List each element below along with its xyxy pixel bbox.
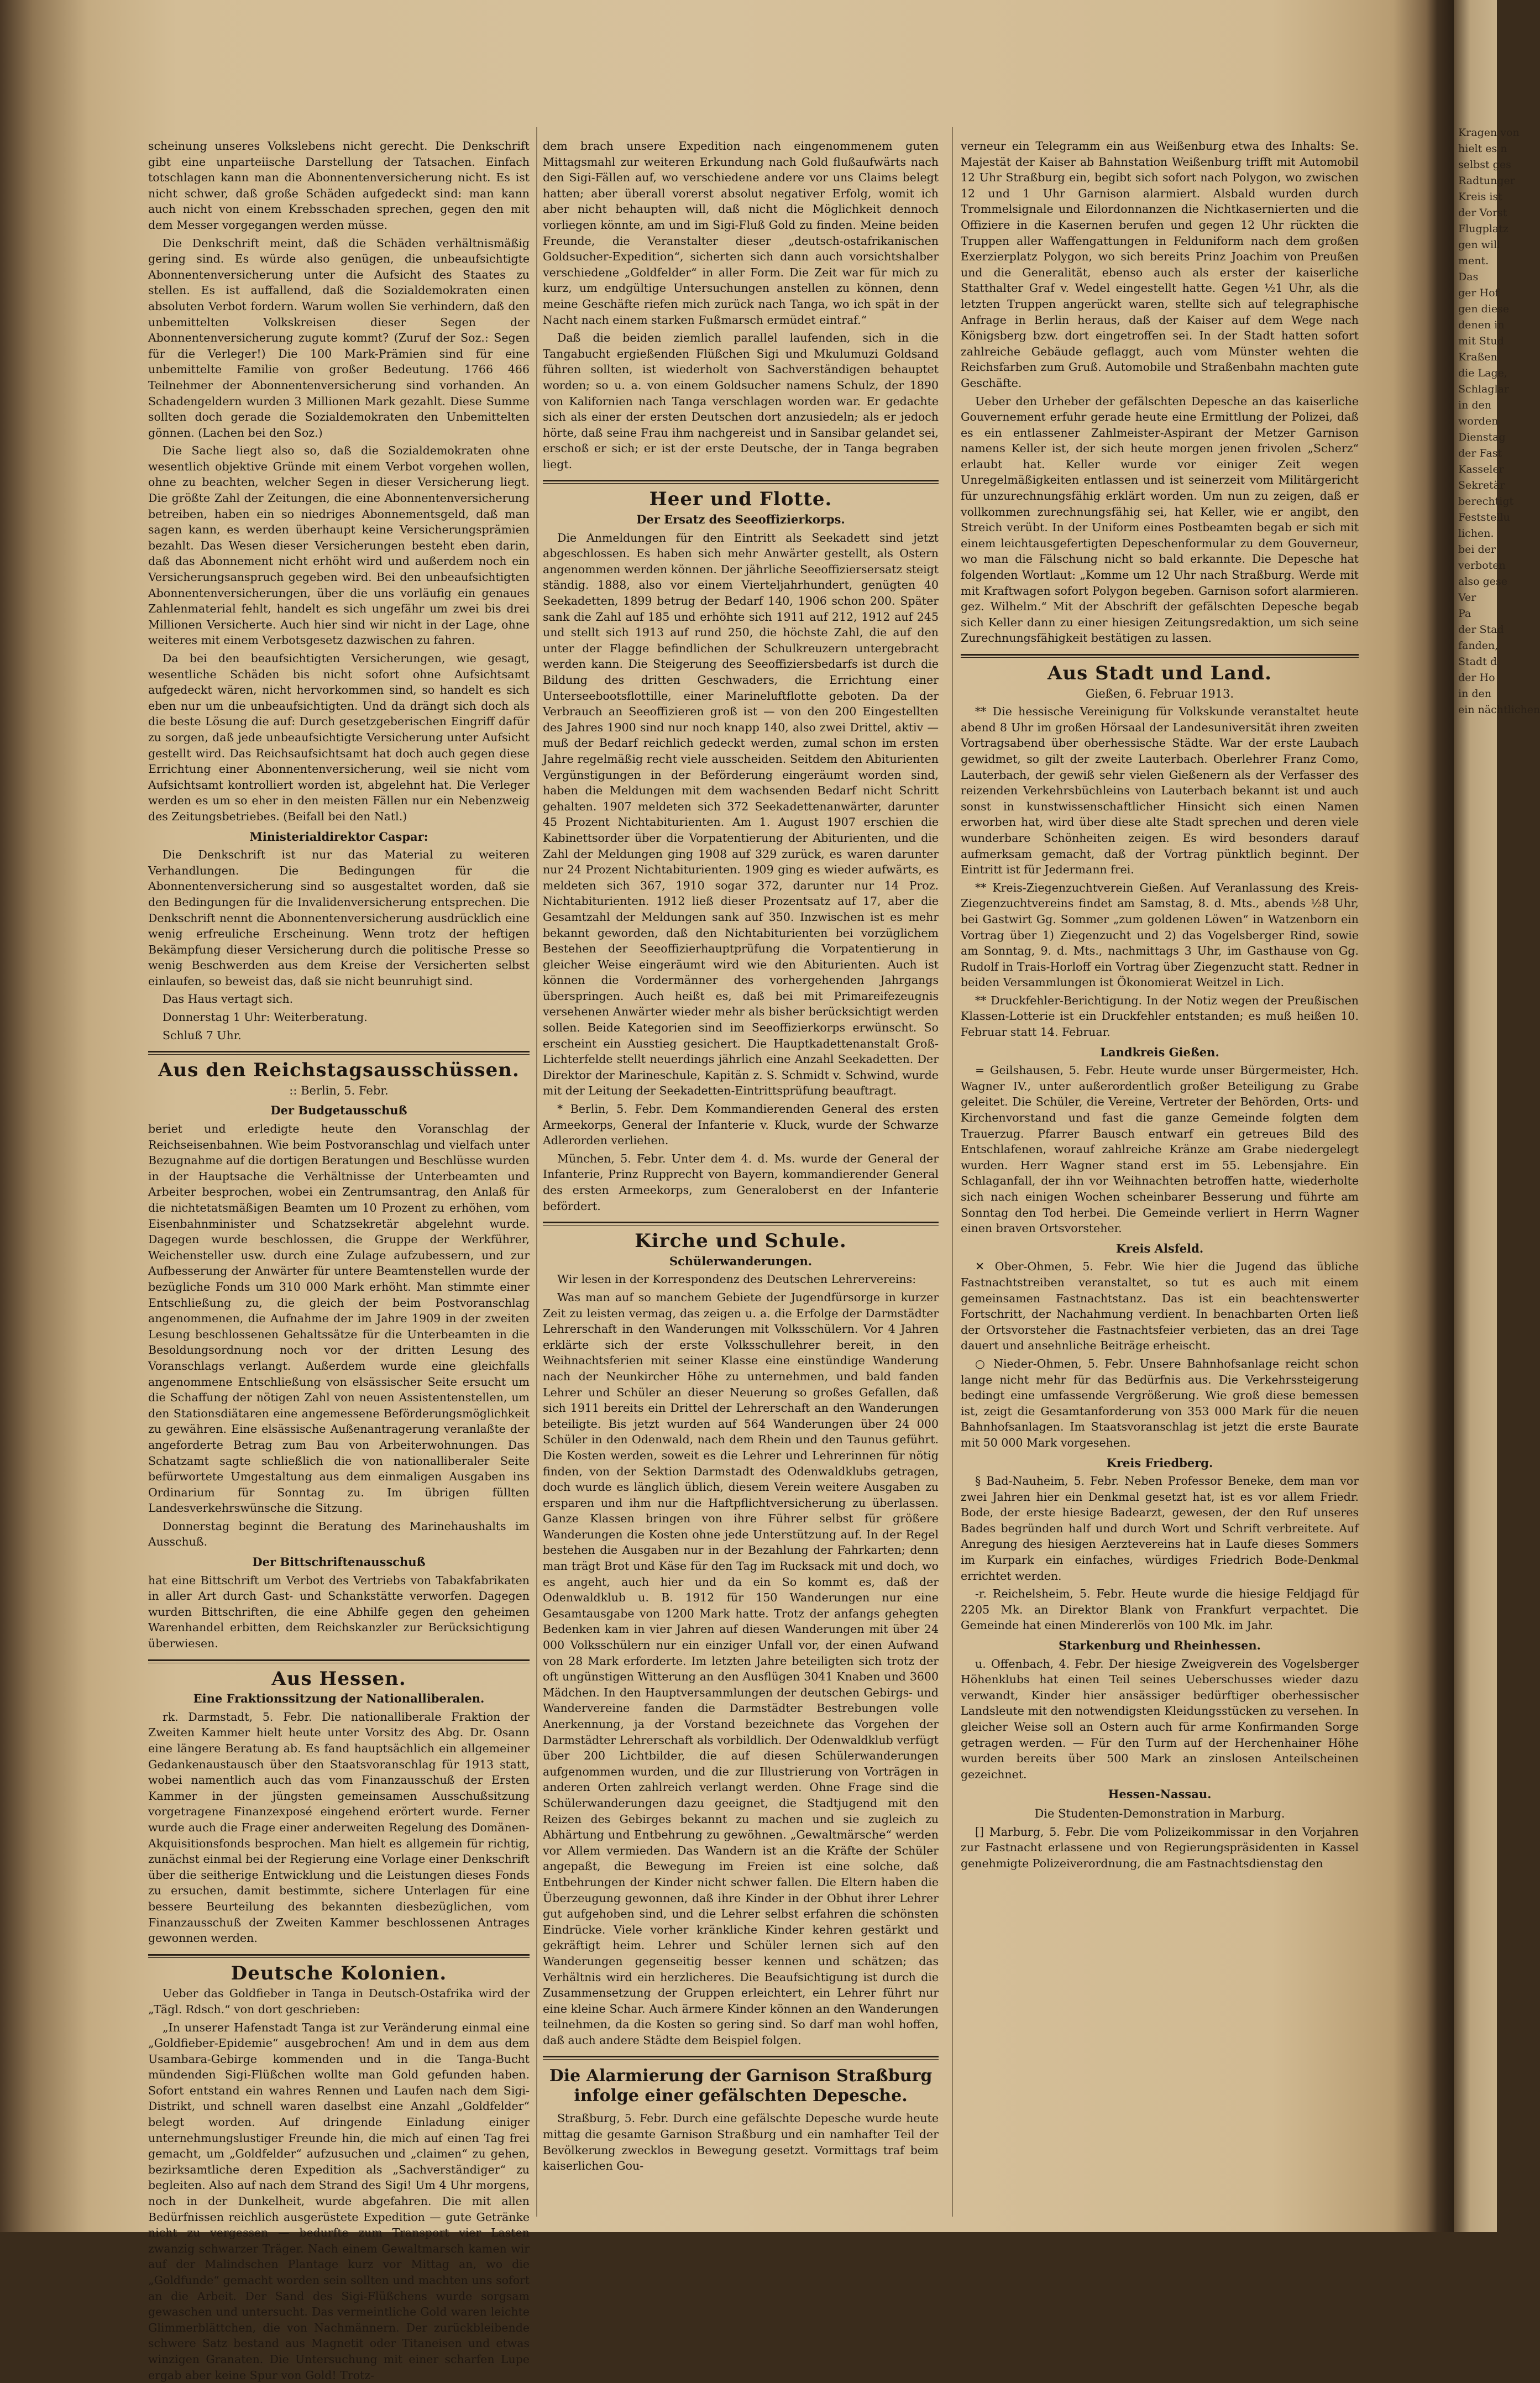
column-left [148,138,530,2217]
paragraph: = Geilshausen, 5. Febr. Heute wurde unser Bürgermeister, Hch. Wagner IV., unter außerordentlich großer Beteiligung zu Grabe geleitet. Die Schüler, die Vereine, Vertreter der Behörden, Orts- und Kirchenvorstand und fast die ganze Gemeinde folgten dem Trauerzug. Pfarrer Bausch entwarf ein getreues Bild des Entschlafenen, worauf zahlreiche Kränze am Grabe niedergelegt wurden. Herr Wagner stand erst im 55. Lebensjahre. Ein Schlaganfall, der ihn vor Weihnachten betroffen hatte, wiederholte sich nach einigen Wochen scheinbarer Besserung und führte am Sonntag den Tod herbei. Die Gemeinde verliert in Herrn Wagner einen braven Ortsvorsteher. [961,1062,1359,1237]
column-rule [952,127,953,2217]
paragraph: Die Sache liegt also so, daß die Sozialdemokraten ohne wesentlich objektive Gründe mit einem Verbot vorgehen wollen, ohne zu beachten, welcher Segen in dieser Versicherung liegt. Die größte Zahl der Zeitungen, die eine Abonnentenversicherung betreiben, haben ein so niedriges Abonnementsgeld, daß man sagen kann, es werden überhaupt keine Versicherungsprämien bezahlt. Das Wesen dieser Versicherungen besteht eben darin, daß das Abonnement nicht erhöht wird und außerdem noch ein Versicherungsanspruch gegeben wird. Bei den unbeaufsichtigten Abonnentenversicherungen, über die uns vorläufig ein genaues Zahlenmaterial fehlt, handelt es sich ungefähr um zwei bis drei Millionen Versicherte. Auch hier sind wir nicht in der Lage, ohne weiteres mit einem Verbotsgesetz dazwischen zu fahren. [148,443,530,648]
subheading: Der Budgetausschuß [148,1103,530,1119]
section-heading: Heer und Flotte. [543,491,939,507]
paragraph: ○ Nieder-Ohmen, 5. Febr. Unsere Bahnhofsanlage reicht schon lange nicht mehr für das Bedürfnis aus. Die Verkehrssteigerung bedingt eine umfassende Vergrößerung. Wie groß diese bemessen ist, zeigt die Gesamtanforderung von 353 000 Mark für die neuen Bahnhofsanlagen. Im Staatsvoranschlag ist jetzt die erste Baurate mit 50 000 Mark vorgesehen. [961,1356,1359,1451]
text-fragment: die Lage, [1454,365,1497,381]
paragraph: u. Offenbach, 4. Febr. Der hiesige Zweigverein des Vogelsberger Höhenklubs hat einen Teil seines Ueberschusses wieder dazu verwandt, Kinder hier ansässiger bedürftiger oberhessischer Landsleute mit den notwendigsten Kleidungsstücken zu versehen. In gleicher Weise soll an Ostern auch für arme Konfirmanden Sorge getragen werden. — Für den Turm auf der Herchenhainer Höhe wurden bereits über 500 Mark an zinslosen Anteilscheinen gezeichnet. [961,1656,1359,1783]
text-fragment: Feststellu [1454,510,1497,526]
text-fragment: Ver [1454,590,1497,606]
subheading: Kreis Alsfeld. [961,1241,1359,1257]
text-fragment: mit Stud [1454,333,1497,349]
section-heading: Aus den Reichstagsausschüssen. [148,1062,530,1078]
paragraph: ** Kreis-Ziegenzuchtverein Gießen. Auf Veranlassung des Kreis-Ziegenzuchtvereins findet am Samstag, 8. d. Mts., abends ½8 Uhr, bei Gastwirt Gg. Sommer „zum goldenen Löwen“ in Watzenborn ein Vortrag über 1) Ziegenzucht und 2) das Vogelsberger Rind, sowie am Sonntag, 9. d. Mts., nachmittags 3 Uhr, im Gasthause von Gg. Rudolf in Trais-Horloff ein Vortrag über Ziegenzucht statt. Redner in beiden Versammlungen ist Ökonomierat Weitzel in Lich. [961,880,1359,991]
text-fragment: denen in [1454,317,1497,333]
adjacent-page-edge [1454,0,1497,2232]
paragraph: Das Haus vertagt sich. [148,991,530,1007]
section-heading: Kirche und Schule. [543,1233,939,1249]
paragraph: ** Die hessische Vereinigung für Volkskunde veranstaltet heute abend 8 Uhr im großen Hörsaal der Landesuniversität ihren zweiten Vortragsabend über oberhessische Städte. War der erste Laubach gewidmet, so gilt der zweite Lauterbach. Oberlehrer Franz Como, Lauterbach, der gewiß sehr vielen Gießenern als der Verfasser des reizenden Verkehrsbüchleins von Lauterbach bekannt ist und auch sonst in kunstwissenschaftlicher Hinsicht sich einen Namen erworben hat, wird über diese alte Stadt sprechen und deren viele wunderbare Schönheiten zeigen. Es wird besonders darauf aufmerksam gemacht, daß der Vortrag pünktlich beginnt. Der Eintritt ist für Jedermann frei. [961,704,1359,878]
section-divider [148,1659,530,1663]
section-heading: Aus Stadt und Land. [961,666,1359,682]
text-fragment: in den [1454,397,1497,413]
text-fragment: der Fast [1454,446,1497,462]
text-fragment: ment. [1454,253,1497,269]
text-fragment: der Vorst [1454,205,1497,221]
paragraph: -r. Reichelsheim, 5. Febr. Heute wurde die hiesige Feldjagd für 2205 Mk. an Direktor Blank von Frankfurt verpachtet. Die Gemeinde hat einen Mindererlös von 100 Mk. im Jahr. [961,1586,1359,1633]
column-right [961,138,1359,2233]
paragraph: ** Druckfehler-Berichtigung. In der Notiz wegen der Preußischen Klassen-Lotterie ist ein Druckfehler entstanden; es muß heißen 10. Februar statt 14. Februar. [961,993,1359,1040]
paragraph: * Berlin, 5. Febr. Dem Kommandierenden General des ersten Armeekorps, General der Infanterie v. Kluck, wurde der Schwarze Adlerorden verliehen. [543,1101,939,1149]
text-fragment: Pa [1454,606,1497,622]
paragraph: Wir lesen in der Korrespondenz des Deutschen Lehrervereins: [543,1271,939,1287]
paragraph: Die Denkschrift meint, daß die Schäden verhältnismäßig gering sind. Es würde also genügen, die unbeaufsichtigte Abonnentenversicherung unter die Aufsicht des Staates zu stellen. Es ist auffallend, daß die Sozialdemokraten einen absoluten Verbot fordern. Warum wollen Sie verhindern, daß den unbemittelten Volkskreisen dieser Segen der Abonnentenversicherung zugute kommt? (Zuruf der Soz.: Segen für die Verleger!) Die 100 Mark-Prämien sind für eine unbemittelte Familie von großer Bedeutung. 1766 466 Teilnehmer der Abonnentenversicherung sind vorhanden. An Schadengeldern wurden 3 Millionen Mark gezahlt. Diese Summe sollten doch gerade die Sozialdemokraten den Unbemittelten gönnen. (Lachen bei den Soz.) [148,235,530,441]
section-heading: Deutsche Kolonien. [148,1966,530,1982]
subheading: Schülerwanderungen. [543,1254,939,1270]
text-fragment: Schlaglar [1454,381,1497,397]
section-heading: Die Alarmierung der Garnison Straßburg infolge einer gefälschten Depesche. [543,2066,939,2106]
text-fragment: Das [1454,269,1497,285]
paragraph: beriet und erledigte heute den Voranschlag der Reichseisenbahnen. Wie beim Postvoranschlag und vielfach unter Bezugnahme auf die dortigen Beratungen und Beschlüsse wurden in der Hauptsache die Verhältnisse der Unterbeamten und Arbeiter besprochen, wobei ein Zentrumsantrag, den Anlaß für die nichtetatsmäßigen Beamten um 10 Prozent zu erhöhen, vom Eisenbahnminister und Schatzsekretär abgelehnt wurde. Dagegen wurde beschlossen, die Gruppe der Werkführer, Weichensteller usw. durch eine Zulage aufzubessern, und zur Aufbesserung der Anwärter für untere Beamtenstellen wurde der bezügliche Fonds um 310 000 Mark erhöht. Man stimmte einer Entschließung zu, die gleich der beim Postvoranschlag angenommenen, die Aufnahme der im Jahre 1909 in der zweiten Lesung beschlossenen Gehaltssätze für die Unterbeamten in die Besoldungsordnung noch vor der dritten Lesung des Voranschlags verlangt. Außerdem wurde eine gleichfalls angenommene Entschließung von elsässischer Seite ersucht um die Schaffung der nötigen Zahl von neuen Assistentenstellen, um den Stationsdiätaren eine angemessene Beförderungsmöglichkeit zu gewähren. Eine elsässische Außenantragerung veranlaßte der angeforderte Betrag zum Bau von Arbeiterwohnungen. Das Schatzamt sagte schließlich die von nationalliberaler Seite befürwortete Umgestaltung aus dem einmaligen Ausgaben ins Ordinarium für Sonntag zu. Im übrigen füllten Landesverkehrswünsche die Sitzung. [148,1121,530,1516]
paragraph: Daß die beiden ziemlich parallel laufenden, sich in die Tangabucht ergießenden Flüßchen Sigi und Mkulumuzi Goldsand führen sollten, ist wiederholt von Sachverständigen behauptet worden; so u. a. von einem Goldsucher namens Schulz, der 1890 von Kalifornien nach Tanga verschlagen worden war. Er gedachte sich als einer der ersten Deutschen dort anzusiedeln; als er jedoch hörte, daß seine Frau ihm nachgereist und in Sansibar gelandet sei, erschoß er sich; er ist der erste Deutsche, der in Tanga begraben liegt. [543,330,939,472]
paragraph: Ueber den Urheber der gefälschten Depesche an das kaiserliche Gouvernement erfuhr gerade heute eine Ermittlung der Polizei, daß es ein entlassener Zahlmeister-Aspirant der Metzer Garnison namens Keller ist, der sich heute morgen jenen frivolen „Scherz“ erlaubt hat. Keller wurde vor einiger Zeit wegen Unregelmäßigkeiten entlassen und ist seinerzeit vom Militärgericht für unzurechnungsfähig erklärt worden. Um nun zu zeigen, daß er vollkommen zurechnungsfähig sei, hat Keller, wie er angibt, den Streich verübt. In der Uniform eines Postbeamten begab er sich mit einem leichtausgefertigten Depeschenformular zu dem Gouverneur, wo man die Fälschung nicht so bald erkannte. Die Depesche hat folgenden Wortlaut: „Komme um 12 Uhr nach Straßburg. Werde mit mit Kraftwagen sofort Polygon begeben. Garnison sofort alarmieren. gez. Wilhelm.“ Mit der Abschrift der gefälschten Depesche begab sich Keller dann zu einer hiesigen Zeitungsredaktion, um sich seine Zurechnungsfähigkeit bestätigen zu lassen. [961,394,1359,647]
subheading: Hessen-Nassau. [961,1787,1359,1803]
section-divider [543,1222,939,1225]
paragraph: dem brach unsere Expedition nach eingenommenem guten Mittagsmahl zur weiteren Erkundung nach Gold flußaufwärts nach den Sigi-Fällen auf, wo verschiedene andere vor uns Claims belegt hatten; aber überall vorerst absolut negativer Erfolg, womit ich aber nicht behaupten will, daß nicht die Möglichkeit dennoch vorliegen könnte, am und im Sigi-Fluß Gold zu finden. Meine beiden Freunde, die Veranstalter dieser „deutsch-ostafrikanischen Goldsucher-Expedition“, sicherten sich dann auch vorsichtshalber verschiedene „Goldfelder“ in aller Form. Die Zeit war für mich zu kurz, um endgültige Untersuchungen anstellen zu können, denn meine Geschäfte riefen mich zurück nach Tanga, wo ich spät in der Nacht nach einem starken Fußmarsch ermüdet eintraf.“ [543,138,939,328]
paragraph: Die Anmeldungen für den Eintritt als Seekadett sind jetzt abgeschlossen. Es haben sich mehr Anwärter gestellt, als Ostern angenommen werden können. Der jährliche Seeoffiziersersatz steigt ständig. 1888, also vor einem Vierteljahrhundert, genügten 40 Seekadetten, 1899 betrug der Bedarf 140, 1906 schon 200. Später sank die Zahl auf 185 und erhöhte sich 1911 auf 212, 1912 auf 245 und stellt sich 1913 auf rund 250, die höchste Zahl, die auf den unter der Flagge befindlichen der Schulkreuzern untergebracht werden kann. Die Steigerung des Seeoffiziersbedarfs ist durch die Bildung des dritten Geschwaders, die Errichtung einer Unterseebootsflottille, einer Marineluftflotte geboten. Da der Verbrauch an Seeoffizieren groß ist — von den 200 Eingestellten des Jahres 1900 sind nur noch knapp 140, also zwei Drittel, aktiv — muß der Bedarf reichlich gedeckt werden, zumal schon im ersten Jahre regelmäßig recht viele ausscheiden. Seitdem den Abiturienten Vergünstigungen in der Beförderung eingeräumt worden sind, haben die Meldungen mit dem wachsenden Bedarf nicht Schritt gehalten. 1907 meldeten sich 372 Seekadettenanwärter, darunter 45 Prozent Nichtabiturienten. Am 1. August 1907 erschien die Kabinettsorder über die Vorpatentierung der Abiturienten, und die Zahl der Meldungen ging 1908 auf 329 zurück, es waren darunter nur 24 Prozent Nichtabiturienten. 1909 ging es wieder aufwärts, es meldeten sich 367, 1910 sogar 372, darunter nur 14 Proz. Nichtabiturienten. 1912 ließ dieser Prozentsatz auf 17, aber die Gesamtzahl der Meldungen sank auf 350. Inzwischen ist es mehr bekannt geworden, daß den Nichtabiturienten bei vorzüglichem Bestehen der Seeoffizierhauptprüfung die Vorpatentierung in gleicher Weise eingeräumt wird wie den Abiturienten. Auch ist können die Vordermänner des vorhergehenden Jahrgangs überspringen. Auch heißt es, daß bei mit Primareifezeugnis versehenen Anwärter wieder mehr als bisher berücksichtigt werden sollen. Beide Kategorien sind im Seeoffizierkorps erwünscht. So erscheint ein Ausstieg gesichert. Die Hauptkadettenanstalt Groß-Lichterfelde stellt neuerdings jährlich eine Anzahl Seekadetten. Der Direktor der Marineschule, Kapitän z. S. Schmidt v. Schwind, wurde mit der Leitung der Seekadetten-Eintrittsprüfung beauftragt. [543,530,939,1099]
speaker-heading: Ministerialdirektor Caspar: [148,829,530,845]
text-fragment: der Stad [1454,622,1497,638]
text-fragment: bei der [1454,542,1497,558]
paragraph: Ueber das Goldfieber in Tanga in Deutsch-Ostafrika wird der „Tägl. Rdsch.“ von dort geschrieben: [148,1986,530,2017]
text-fragment: lichen. [1454,526,1497,542]
paragraph: verneur ein Telegramm ein aus Weißenburg etwa des Inhalts: Se. Majestät der Kaiser ab Bahnstation Weißenburg trifft mit Automobil 12 Uhr Straßburg ein, begibt sich sofort nach Polygon, wo zwischen 12 und 1 Uhr Garnison alarmiert. Alsbald wurden durch Trommelsignale und Eilordonnanzen die Nichtkasernierten und die Offiziere in die Kasernen berufen und gegen 12 Uhr rückten die Truppen aller Waffengattungen in Felduniform nach dem großen Exerzierplatz Polygon, wo sich bereits Prinz Joachim von Preußen und die Generalität, ebenso auch als erster der kaiserliche Statthalter Graf v. Wedel eingestellt hatte. Gegen ½1 Uhr, als die letzten Truppen angerückt waren, stellte sich auf telegraphische Anfrage in Berlin heraus, daß der Kaiser auf dem Wege nach Königsberg bzw. dort eingetroffen sei. In der Stadt hatten sofort zahlreiche Gebäude geflaggt, auch vom Münster wehten die Reichsfarben zum Gruß. Automobile und Straßenbahn machten gute Geschäfte. [961,138,1359,391]
section-divider [961,654,1359,658]
section-divider [148,1954,530,1958]
paragraph: Was man auf so manchem Gebiete der Jugendfürsorge in kurzer Zeit zu leisten vermag, das zeigen u. a. die Erfolge der Darmstädter Lehrerschaft in den Wanderungen mit Volksschülern. Vor 4 Jahren erklärte sich der erste Volksschullehrer bereit, in den Weihnachtsferien mit seiner Klasse eine einstündige Wanderung nach der Neunkircher Höhe zu unternehmen, und bald fanden Lehrer und Schüler an dieser Neuerung so großes Gefallen, daß sich 1911 bereits ein Drittel der Lehrerschaft an den Wanderungen beteiligte. Bis jetzt wurden auf 564 Wanderungen über 24 000 Schüler in den Odenwald, nach dem Rhein und den Taunus geführt. Die Kosten werden, soweit es die Lehrer und Lehrerinnen für nötig finden, von der Sektion Darmstadt des Odenwaldklubs getragen, doch wurde es länglich üblich, diesem Verein weitere Ausgaben zu ersparen und ihm nur die Haftpflichtversicherung zu überlassen. Ganze Klassen bringen von ihre Führer selbst für größere Wanderungen die Kosten ohne jede Unterstützung auf. In der Regel bestehen die Ausgaben nur in der Bezahlung der Fahrkarten; denn man trägt Brot und Käse für den Tag im Rucksack mit und doch, wo es angeht, auch hier und da ein So kommt es, daß der Odenwaldklub u. B. 1912 für 150 Wanderungen nur eine Gesamtausgabe von 1200 Mark hatte. Trotz der anfangs gehegten Bedenken kam in vier Jahren auf diesen Wanderungen mit über 24 000 Volksschülern nur ein einziger Unfall vor, der einen Aufwand von 28 Mark erforderte. Im letzten Jahre beteiligten sich trotz der oft ungünstigen Witterung an den Ausflügen 3041 Knaben und 3600 Mädchen. In den Hauptversammlungen der deutschen Gebirgs- und Wandervereine fanden die Darmstädter Bestrebungen volle Anerkennung, ja der Vorstand bezeichnete das Vorgehen der Darmstädter Lehrerschaft als vorbildlich. Der Odenwaldklub verfügt über 200 Lichtbilder, die auf diesen Schülerwanderungen aufgenommen wurden, und die zur Illustrierung von Vorträgen in anderen Orten zahlreich verlangt werden. Ohne Frage sind die Schülerwanderungen dazu geeignet, die Stadtjugend mit den Reizen des Gebirges bekannt zu machen und sie zugleich zu Abhärtung und Entbehrung zu gewöhnen. „Gewaltmärsche“ werden vor Allem vermieden. Das Wandern ist an die Kräfte der Schüler angepaßt, die Bewegung im Freien ist eine solche, daß Entbehrungen der Kinder nicht schwer fallen. Die Eltern haben die Überzeugung gewonnen, daß ihre Kinder in der Obhut ihrer Lehrer gut aufgehoben sind, und die Lehrer selbst erfahren die schönsten Eindrücke. Viele vorher kränkliche Kinder kehren gestärkt und gekräftigt heim. Lehrer und Schüler lernen sich auf den Wanderungen gegenseitig besser kennen und schätzen; das Verhältnis wird ein herzlicheres. Die Beaufsichtigung ist durch die Zusammensetzung der Gruppen erleichtert, ein Lehrer führt nur eine kleine Schar. Auch ärmere Kinder können an den Wanderungen teilnehmen, da die Kosten so gering sind. So darf man wohl hoffen, daß auch andere Städte dem Beispiel folgen. [543,1290,939,2049]
subheading: Die Studenten-Demonstration in Marburg. [961,1806,1359,1822]
column-rule [536,127,537,2217]
text-fragment: ger Hof [1454,285,1497,301]
text-fragment: Kraßen [1454,349,1497,365]
subheading: Eine Fraktionssitzung der Nationalliberalen. [148,1691,530,1707]
text-fragment: Flugplatz [1454,221,1497,237]
text-fragment: Kragen von [1454,125,1497,141]
paragraph: Donnerstag 1 Uhr: Weiterberatung. [148,1009,530,1025]
column-middle [543,138,939,2228]
subheading: Starkenburg und Rheinhessen. [961,1638,1359,1654]
text-fragment: Kasseler [1454,462,1497,478]
text-fragment: Kreis ist [1454,189,1497,205]
paragraph: ✕ Ober-Ohmen, 5. Febr. Wie hier die Jugend das übliche Fastnachtstreiben veranstaltet, so tut es auch mit einem gemeinsamen Fastnachtstanz. Das ist ein beachtenswerter Fortschritt, der Nachahmung verdient. In benachbarten Orten ließ der Ortsvorsteher die Fastnachtsfeier verbieten, das an drei Tage dauert und ansehnliche Beiträge erheischt. [961,1259,1359,1354]
text-fragment: Sekretär [1454,478,1497,494]
paragraph: Da bei den beaufsichtigten Versicherungen, wie gesagt, wesentliche Schäden bis nicht sofort ohne Aufsichtsamt aufgedeckt wären, nicht hervorkommen sind, so handelt es sich eben nur um die unbeaufsichtigten. Und da drängt sich doch als die beste Lösung die auf: Durch gesetzgeberischen Eingriff dafür zu sorgen, daß jede unbeaufsichtigte Versicherung unter Aufsicht gestellt wird. Das Reichsaufsichtsamt hat doch auch gegen diese Errichtung einer Abonnentenversicherung, weil sie nicht vom Aufsichtsamt kontrolliert worden ist, abgelehnt hat. Die Verleger werden es um so eher in den meisten Fällen nur ein Nebenzweig des Zeitungsbetriebes. (Beifall bei den Natl.) [148,651,530,825]
paragraph: Die Denkschrift ist nur das Material zu weiteren Verhandlungen. Die Bedingungen für die Abonnentenversicherung sind so ausgestaltet worden, daß sie den Bedingungen für die Invalidenversicherung entsprechen. Die Denkschrift nennt die Abonnentenversicherung ausdrücklich eine wenig erfreuliche Erscheinung. Wenn trotz der heftigen Bekämpfung dieser Versicherung durch die politische Presse so wenig Beschwerden aus dem Kreise der Versicherten selbst einlaufen, so beweist das, daß sie nicht beunruhigt sind. [148,847,530,989]
text-fragment: fanden, [1454,638,1497,654]
paragraph: [] Marburg, 5. Febr. Die vom Polizeikommissar in den Vorjahren zur Fastnacht erlassene und von Regierungspräsidenten in Kassel genehmigte Polizeiverordnung, die am Fastnachtsdienstag den [961,1824,1359,1872]
adjacent-page-fragments [1454,0,1497,718]
paragraph: Donnerstag beginnt die Beratung des Marinehaushalts im Ausschuß. [148,1518,530,1550]
dateline: :: Berlin, 5. Febr. [148,1083,530,1099]
text-fragment: also gese [1454,574,1497,590]
text-fragment: worden [1454,413,1497,430]
text-fragment: verboten [1454,558,1497,574]
text-fragment: selbst ges [1454,157,1497,173]
paragraph: scheinung unseres Volkslebens nicht gerecht. Die Denkschrift gibt eine unparteiische Darstellung der Tatsachen. Einfach totschlagen kann man die Abonnentenversicherung nicht. Es ist nicht schwer, daß große Schäden aufgedeckt sind: man kann auch nicht von einem Krebsschaden sprechen, gegen den mit dem Messer vorgegangen werden müsse. [148,138,530,233]
section-heading: Aus Hessen. [148,1671,530,1687]
text-fragment: der Ho [1454,670,1497,686]
section-divider [543,480,939,484]
text-fragment: hielt es n [1454,141,1497,157]
section-divider [543,2056,939,2060]
paragraph: Schluß 7 Uhr. [148,1028,530,1044]
text-fragment: berechtigt [1454,494,1497,510]
subheading: Der Ersatz des Seeoffizierkorps. [543,512,939,528]
paragraph: § Bad-Nauheim, 5. Febr. Neben Professor Beneke, dem man vor zwei Jahren hier ein Denkmal gesetzt hat, ist es vor allem Friedr. Bode, der erste hiesige Badearzt, gewesen, der den Ruf unseres Bades begründen half und durch Wort und Schrift verbreitete. Auf Anregung des hiesigen Aerztevereins hat in Laufe dieses Sommers im Kurpark ein einfaches, würdiges Friedrich Bode-Denkmal errichtet werden. [961,1473,1359,1584]
text-fragment: Radtunger [1454,173,1497,189]
section-divider [148,1051,530,1055]
paragraph: „In unserer Hafenstadt Tanga ist zur Veränderung einmal eine „Goldfieber-Epidemie“ ausgebrochen! Am und in dem aus dem Usambara-Gebirge kommenden und in die Tanga-Bucht mündenden Sigi-Flüßchen wollte man Gold gefunden haben. Sofort entstand ein wahres Rennen und Laufen nach dem Sigi-Distrikt, und schnell waren daselbst eine Anzahl „Goldfelder“ belegt worden. Auf dringende Einladung einiger unternehmungslustiger Freunde hin, die mich auf einen Tag frei gemacht, um „Goldfelder“ aufzusuchen und „claimen“ zu gehen, bezirksamtliche deren Expedition als „Sachverständiger“ zu begleiten. Also auf nach dem Strand des Sigi! Um 4 Uhr morgens, noch in der Dunkelheit, wurde abgefahren. Die mit allen Bedürfnissen reichlich ausgerüstete Expedition — gute Getränke nicht zu vergessen — bedurfte zum Transport vier Lasten zwanzig schwarzer Träger. Nach einem Gewaltmarsch kamen wir auf der Malindschen Plantage kurz vor Mittag an, wo die „Goldfunde“ gemacht worden sein sollten und machten uns sofort an die Arbeit. Der Sand des Sigi-Flüßchens wurde sorgsam gewaschen und untersucht. Das vermeintliche Gold waren leichte Glimmerblättchen, die von Nachmännern. Der zurückbleibende schwere Satz bestand aus Magnetit oder Titaneisen und etwas winzigen Granaten. Die Untersuchung mit einer scharfen Lupe ergab aber keine Spur von Gold! Trotz- [148,2020,530,2383]
subheading: Kreis Friedberg. [961,1455,1359,1471]
paragraph: München, 5. Febr. Unter dem 4. d. Ms. wurde der General der Infanterie, Prinz Rupprecht von Bayern, kommandierender General des ersten Armeekorps, zum Generaloberst en der Infanterie befördert. [543,1151,939,1214]
paragraph: Straßburg, 5. Febr. Durch eine gefälschte Depesche wurde heute mittag die gesamte Garnison Straßburg und ein namhafter Teil der Bevölkerung zwecklos in Bewegung gesetzt. Vormittags traf beim kaiserlichen Gou- [543,2110,939,2173]
subheading: Der Bittschriftenausschuß [148,1554,530,1570]
text-fragment: in den [1454,686,1497,702]
text-fragment: ein nächtlichen [1454,702,1497,718]
dateline: Gießen, 6. Februar 1913. [961,686,1359,702]
paragraph: rk. Darmstadt, 5. Febr. Die nationalliberale Fraktion der Zweiten Kammer hielt heute unter Vorsitz des Abg. Dr. Osann eine längere Beratung ab. Es fand hauptsächlich ein allgemeiner Gedankenaustausch über den Staatsvoranschlag für 1913 statt, wobei namentlich auch das vom Finanzausschuß der Ersten Kammer in der jüngsten gemeinsamen Ausschußsitzung vorgetragene Finanzexposé eingehend erörtert wurde. Ferner wurde auch die Frage einer anderweiten Regelung des Domänen-Akquisitionsfonds besprochen. Man hielt es allgemein für richtig, zunächst einmal bei der Regierung eine Vorlage einer Denkschrift über die seitherige Entwicklung und die Leistungen dieses Fonds zu ersuchen, damit bestimmte, sichere Unterlagen für eine bessere Beurteilung des bekannten diesbezüglichen, vom Finanzausschuß der Zweiten Kammer beschlossenen Antrages gewonnen werden. [148,1709,530,1946]
text-fragment: Stadt d [1454,654,1497,670]
text-fragment: gen will [1454,237,1497,253]
subheading: Landkreis Gießen. [961,1045,1359,1061]
text-fragment: gen diese [1454,301,1497,317]
text-fragment: Dienstag [1454,430,1497,446]
paragraph: hat eine Bittschrift um Verbot des Vertriebs von Tabakfabrikaten in aller Art durch Gast- und Schankstätte verworfen. Dagegen wurden Bittschriften, die eine Abhilfe gegen den geheimen Warenhandel erbitten, dem Reichskanzler zur Berücksichtigung überwiesen. [148,1573,530,1652]
